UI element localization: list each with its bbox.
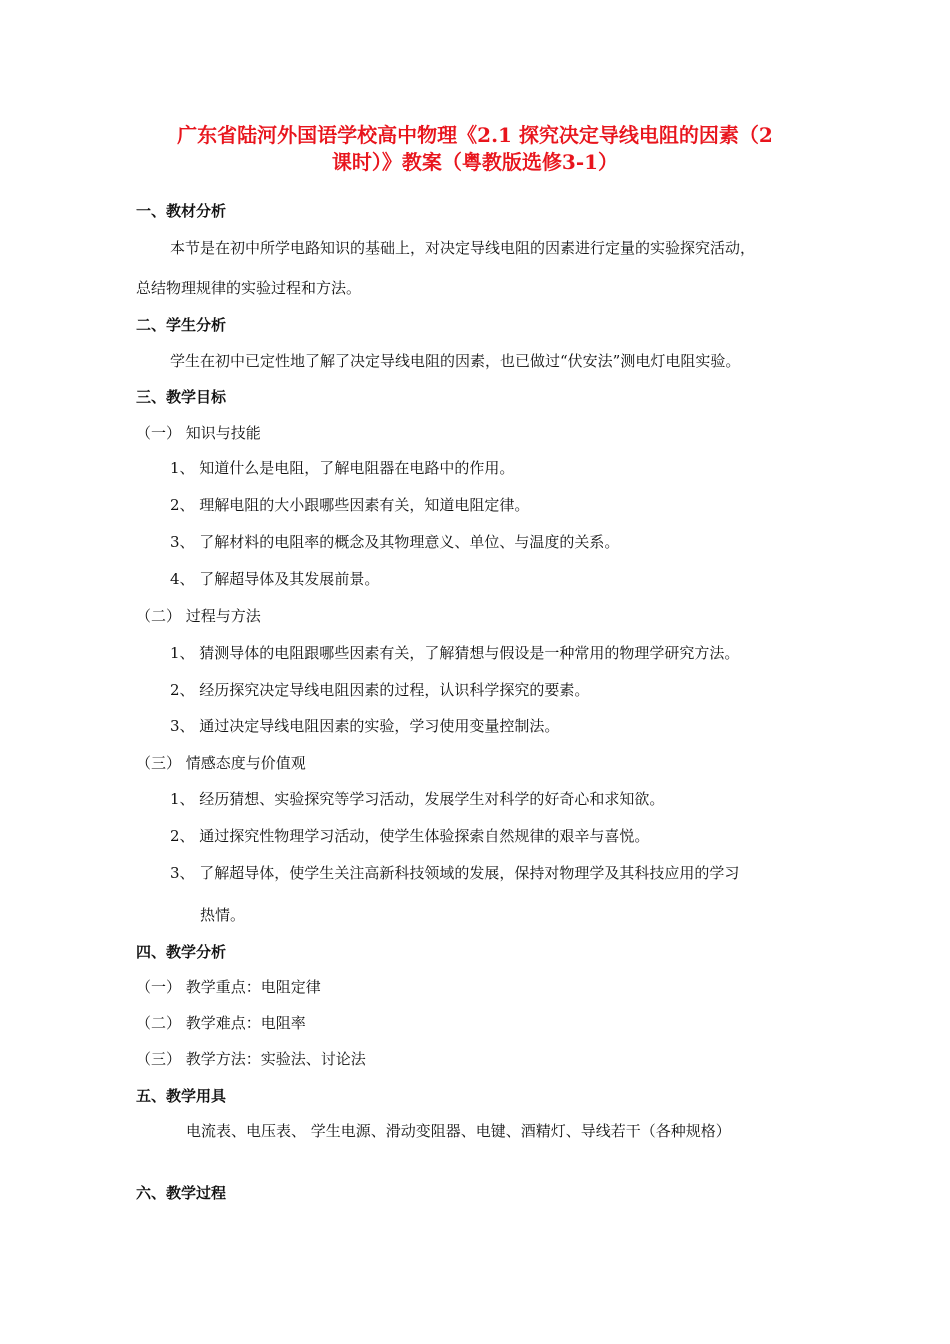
goal-item: 1、 经历猜想、实验探究等学习活动，发展学生对科学的好奇心和求知欲。 xyxy=(170,790,665,808)
teaching-analysis-item: （二） 教学难点：电阻率 xyxy=(136,1014,306,1032)
goal-item: 2、 经历探究决定导线电阻因素的过程，认识科学探究的要素。 xyxy=(170,681,590,699)
subheading-knowledge-skills: （一） 知识与技能 xyxy=(136,424,261,442)
document-title-line1: 广东省陆河外国语学校高中物理《2.1 探究决定导线电阻的因素（2 xyxy=(177,123,773,147)
textbook-analysis-paragraph-line2: 总结物理规律的实验过程和方法。 xyxy=(136,279,362,297)
heading-teaching-process: 六、教学过程 xyxy=(136,1184,227,1202)
goal-item: 3、 了解材料的电阻率的概念及其物理意义、单位、与温度的关系。 xyxy=(170,533,620,551)
heading-teaching-goals: 三、教学目标 xyxy=(136,388,227,406)
subheading-attitudes-values: （三） 情感态度与价值观 xyxy=(136,754,306,772)
goal-item: 2、 通过探究性物理学习活动，使学生体验探索自然规律的艰辛与喜悦。 xyxy=(170,827,650,845)
goal-item: 1、 知道什么是电阻，了解电阻器在电路中的作用。 xyxy=(170,459,515,477)
student-analysis-paragraph: 学生在初中已定性地了解了决定导线电阻的因素，也已做过“伏安法”测电灯电阻实验。 xyxy=(170,352,741,370)
goal-item: 1、 猜测导体的电阻跟哪些因素有关，了解猜想与假设是一种常用的物理学研究方法。 xyxy=(170,644,740,662)
goal-item: 2、 理解电阻的大小跟哪些因素有关，知道电阻定律。 xyxy=(170,496,530,514)
goal-item: 3、 通过决定导线电阻因素的实验，学习使用变量控制法。 xyxy=(170,717,560,735)
heading-teaching-tools: 五、教学用具 xyxy=(136,1087,227,1105)
heading-student-analysis: 二、学生分析 xyxy=(136,316,227,334)
goal-item: 3、 了解超导体，使学生关注高新科技领域的发展，保持对物理学及其科技应用的学习 xyxy=(170,864,740,882)
document-title xyxy=(120,122,830,176)
heading-textbook-analysis: 一、教材分析 xyxy=(136,202,227,220)
subheading-process-methods: （二） 过程与方法 xyxy=(136,607,261,625)
teaching-analysis-item: （一） 教学重点：电阻定律 xyxy=(136,978,321,996)
teaching-tools-list: 电流表、电压表、 学生电源、滑动变阻器、电键、酒精灯、导线若干（各种规格） xyxy=(186,1122,731,1140)
teaching-analysis-item: （三） 教学方法：实验法、讨论法 xyxy=(136,1050,366,1068)
document-title-line2: 课时）》教案（粤教版选修3-1） xyxy=(331,150,619,174)
textbook-analysis-paragraph-line1: 本节是在初中所学电路知识的基础上，对决定导线电阻的因素进行定量的实验探究活动， xyxy=(170,239,756,257)
goal-item: 4、 了解超导体及其发展前景。 xyxy=(170,570,380,588)
heading-teaching-analysis: 四、教学分析 xyxy=(136,943,227,961)
goal-item-continuation: 热情。 xyxy=(200,906,246,924)
